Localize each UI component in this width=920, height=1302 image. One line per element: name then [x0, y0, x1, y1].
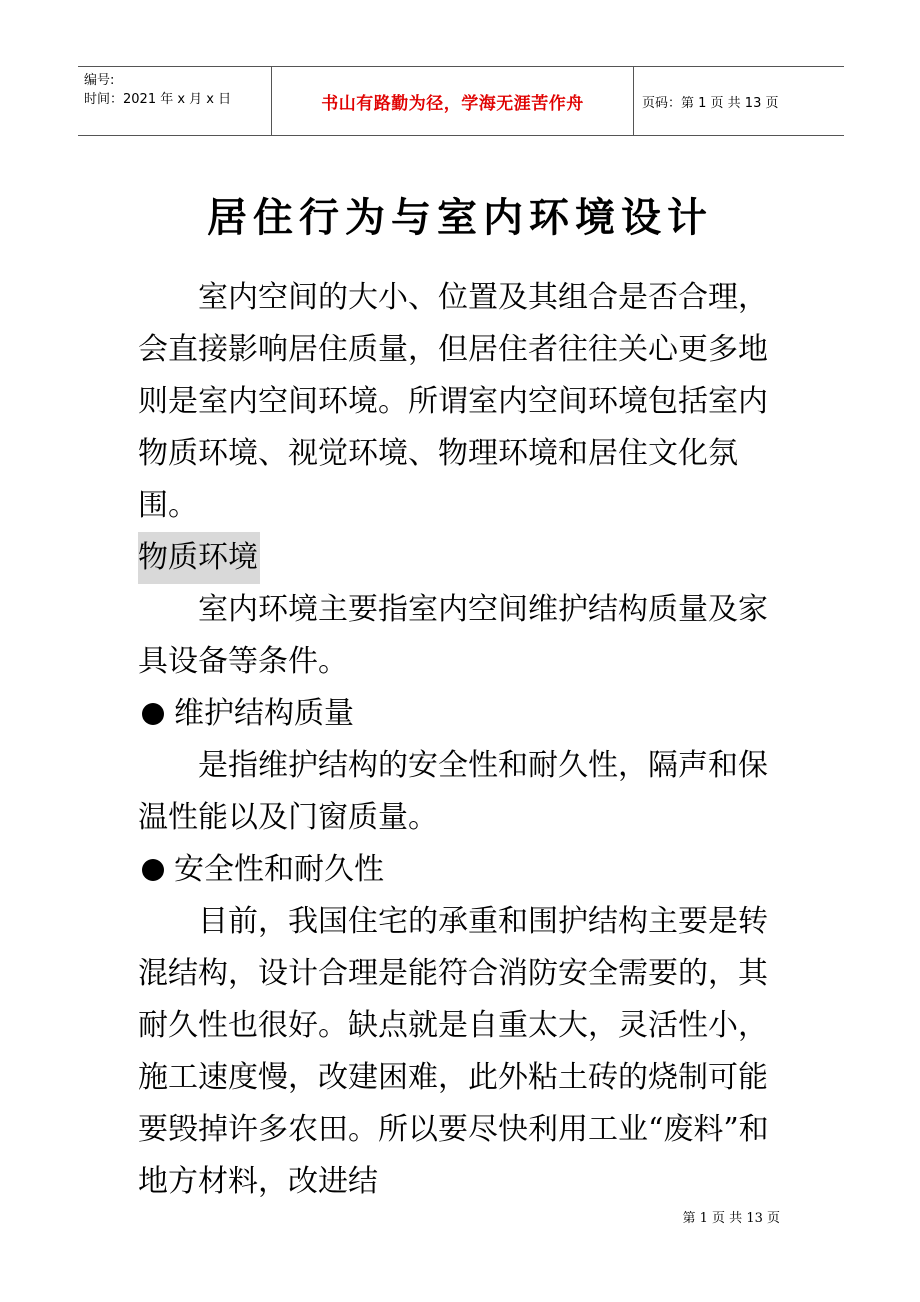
date-label: 时间：2021 年 x 月 x 日 — [84, 92, 232, 107]
number-label: 编号: — [84, 73, 115, 88]
intro-paragraph: 室内空间的大小、位置及其组合是否合理，会直接影响居住质量，但居住者往往关心更多地则是室内空间环境。所谓室内空间环境包括室内物质环境、视觉环境、物理环境和居住文化氛围。 — [138, 280, 768, 523]
bullet-dot-icon — [142, 703, 164, 725]
bullet-item-2 — [138, 844, 780, 896]
bullet-2-paragraph: 目前，我国住宅的承重和围护结构主要是转混结构，设计合理是能符合消防安全需要的，其耐久性也很好。缺点就是自重太大，灵活性小，施工速度慢，改建困难，此外粘土砖的烧制可能要毁掉许多农田。所以要尽快利用工业“废料”和地方材料，改进结 — [138, 904, 769, 1199]
bullet-dot-icon — [142, 859, 164, 881]
bullet-item-2-label: 安全性和耐久性 — [174, 852, 384, 887]
bullet-item-1 — [138, 688, 780, 740]
page-footer: 第 1 页 共 13 页 — [682, 1211, 780, 1226]
bullet-item-1-label: 维护结构质量 — [174, 696, 354, 731]
page-header — [78, 66, 844, 136]
section-heading-row — [138, 532, 780, 584]
section-paragraph: 室内环境主要指室内空间维护结构质量及家具设备等条件。 — [138, 592, 768, 679]
header-motto: 书山有路勤为径，学海无涯苦作舟 — [272, 67, 634, 135]
document-title: 居住行为与室内环境设计 — [207, 195, 713, 241]
section-heading: 物质环境 — [138, 532, 260, 584]
document-body — [138, 272, 780, 1208]
bullet-1-paragraph: 是指维护结构的安全性和耐久性，隔声和保温性能以及门窗质量。 — [138, 748, 768, 835]
header-page-info: 页码：第 1 页 共 13 页 — [642, 95, 779, 111]
header-meta — [78, 67, 272, 135]
